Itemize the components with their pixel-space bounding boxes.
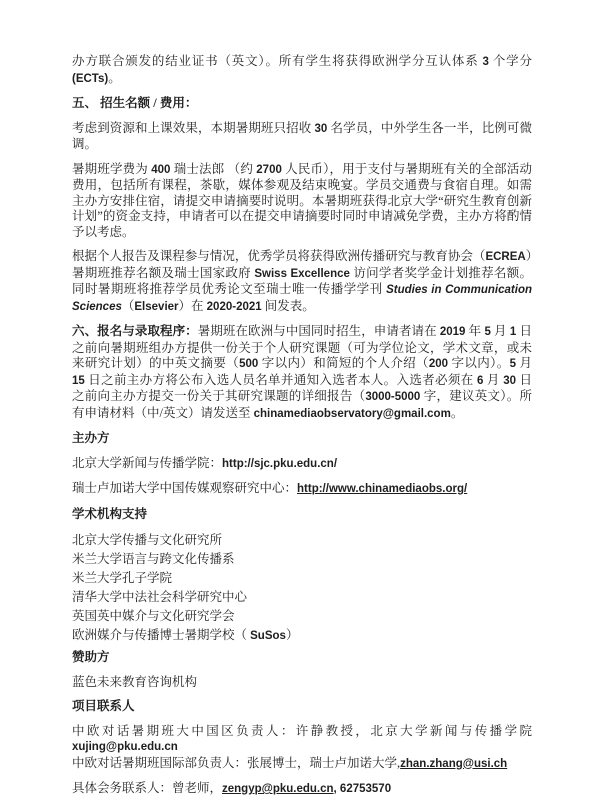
text-run: 月 — [490, 324, 510, 338]
link-chinamediaobs[interactable]: http://www.chinamediaobs.org/ — [297, 483, 468, 495]
text-run: 间发表。 — [261, 298, 315, 313]
text-run: 3000-5000 — [365, 391, 421, 403]
text-run: ）暑期班推荐名额及瑞士国家政府 — [72, 249, 532, 280]
section-heading-sponsor — [72, 650, 532, 666]
text-run: 2700 — [256, 163, 282, 176]
text-run: 欧洲媒介与传播博士暑期学校（ — [72, 628, 251, 642]
text-run: 中欧对话暑期班国际部负责人：张展博士，瑞士卢加诺大学, — [72, 755, 401, 770]
scholarship-recommendation-paragraph — [72, 249, 532, 315]
section-heading-academic-support — [72, 507, 532, 523]
text-run: 学术机构支持 — [72, 506, 148, 521]
text-run: 考虑到资源和上课效果，本期暑期班只招收 — [72, 120, 315, 135]
supporter-milan-department — [72, 550, 532, 569]
text-run: 6 — [477, 374, 484, 387]
supporter-milan-confucius — [72, 569, 532, 588]
supporter-uk-association — [72, 607, 532, 626]
text-run: 5 — [509, 358, 516, 370]
text-run: 字以内）和简短的个人介绍（ — [258, 356, 429, 370]
text-run: 人民币），用于支付与暑期班有关的全部活动费用，包括所有课程，茶歇，媒体参观及结束晚宴。学员交通费与食宿自理。如需主办方安排住宿，请提交申请摘要时说明。本暑期班获得北京大学“研究生教育创新计划”的资金支持，申请者可以在提交申请摘要时同时申请减免学费，主办方将酌情予以考虑。 — [72, 161, 532, 239]
text-run: 瑞士法郎 （约 — [170, 161, 257, 176]
text-run: 北京大学传播与文化研究所 — [72, 533, 223, 547]
text-run: 具体会务联系人：曾老师， — [72, 781, 223, 795]
section-heading-contacts — [72, 699, 532, 715]
text-run: Swiss Excellence — [254, 267, 350, 280]
enrollment-quota-paragraph — [72, 121, 532, 153]
sponsor-line — [72, 675, 532, 691]
text-run: 蓝色未来教育咨询机构 — [72, 674, 198, 689]
intro-credits-paragraph — [72, 54, 532, 87]
text-run: 2019 — [439, 326, 466, 338]
text-run: ） — [285, 628, 299, 642]
text-run: chinamediaobservatory@gmail.com — [253, 407, 451, 420]
text-run: 办方联合颁发的结业证书（英文）。所有学生将获得欧洲学分互认体系 — [72, 54, 483, 68]
text-run: Elsevier — [134, 300, 179, 313]
text-run: 英国英中媒介与文化研究学会 — [72, 609, 235, 623]
text-run: , 62753570 — [333, 783, 392, 795]
text-run: 中欧对话暑期班大中国区负责人：许静教授，北京大学新闻与传播学院 — [72, 723, 532, 738]
supporter-tsinghua-center — [72, 588, 532, 607]
text-run: 五、 招生名额 / 费用： — [72, 96, 198, 110]
text-run: 名学员，中外学生各一半，比例可微调。 — [72, 120, 532, 151]
text-run: ECREA — [485, 251, 526, 263]
text-run: 3 — [482, 56, 489, 68]
text-run: 。 — [450, 405, 464, 420]
text-run: 日之前向暑期班组办方提供一份关于个人研究课题（可为学位论文，学术文章，或未来研究计划）的中英文摘要（ — [72, 324, 532, 370]
text-run: 赞助方 — [72, 650, 110, 664]
contact-china-region-line — [72, 724, 532, 756]
application-procedure-paragraph — [72, 324, 532, 422]
text-run: 个学分 — [488, 54, 532, 68]
text-run: 主办方 — [72, 431, 110, 445]
text-run: http://sjc.pku.edu.cn/ — [222, 457, 338, 470]
text-run: 200 — [428, 358, 449, 370]
text-run: 米兰大学语言与跨文化传播系 — [72, 552, 235, 566]
text-run: 字，建议英文）。所有申请材料（中/英文）请发送至 — [72, 389, 532, 420]
supporter-pku-institute — [72, 531, 532, 550]
text-run: 日之前主办方将公布入选人员名单并通知入选者本人。入选者必须在 — [84, 372, 478, 387]
text-run: 暑期班在欧洲与中国同时招生，申请者请在 — [197, 324, 440, 338]
text-run: 暑期班学费为 — [72, 161, 152, 176]
text-run: 30 — [503, 374, 516, 387]
text-run: 500 — [239, 358, 259, 370]
organizer-pku-line — [72, 456, 532, 473]
text-run: 清华大学中法社会科学研究中心 — [72, 590, 248, 604]
link-zhan-zhang-email[interactable]: zhan.zhang@usi.ch — [400, 757, 508, 770]
text-run: xujing@pku.edu.cn — [72, 741, 178, 753]
organizer-usi-line — [72, 481, 532, 498]
link-zengyp-email[interactable]: zengyp@pku.edu.cn — [222, 783, 334, 795]
text-run: 北京大学新闻与传播学院： — [72, 455, 223, 470]
text-run: 。 — [108, 70, 121, 85]
text-run: 瑞士卢加诺大学中国传媒观察研究中心： — [72, 481, 298, 495]
text-run: Studies in Communication Sciences — [72, 284, 532, 313]
text-run: 米兰大学孔子学院 — [72, 571, 173, 585]
text-run: SuSos — [250, 630, 286, 642]
text-run: 月 — [483, 372, 504, 387]
text-run: 月 — [515, 356, 532, 370]
text-run: 30 — [314, 122, 328, 135]
contact-international-line — [72, 756, 532, 773]
tuition-fee-paragraph — [72, 162, 532, 241]
text-run: 六、报名与录取程序： — [72, 324, 198, 338]
text-run: 访问学者奖学金计划推荐名额。同时暑期班将推荐学员优秀论文至瑞士唯一传播学学刊 — [72, 265, 532, 296]
text-run: （ — [121, 298, 135, 313]
text-run: (ECTs) — [72, 72, 109, 85]
section-heading-organizers — [72, 431, 532, 447]
supporter-susos-school — [72, 626, 532, 646]
text-run: 日之前向主办方提交一份关于其研究课题的详细报告（ — [72, 372, 532, 403]
text-run: 字以内）。 — [448, 356, 510, 370]
text-run: 5 — [484, 326, 491, 338]
contact-logistics-line — [72, 781, 532, 798]
text-run: ）在 — [178, 298, 207, 313]
text-run: 400 — [151, 163, 171, 176]
text-run: 2020-2021 — [206, 300, 262, 313]
document-body — [72, 54, 532, 798]
text-run: 根据个人报告及课程参与情况，优秀学员将获得欧洲传播研究与教育协会（ — [72, 249, 486, 263]
text-run: 1 — [509, 326, 517, 338]
text-run: 项目联系人 — [72, 699, 135, 713]
text-run: 年 — [465, 324, 485, 338]
text-run: 15 — [72, 374, 85, 387]
section-heading-enrollment-fees — [72, 96, 532, 112]
